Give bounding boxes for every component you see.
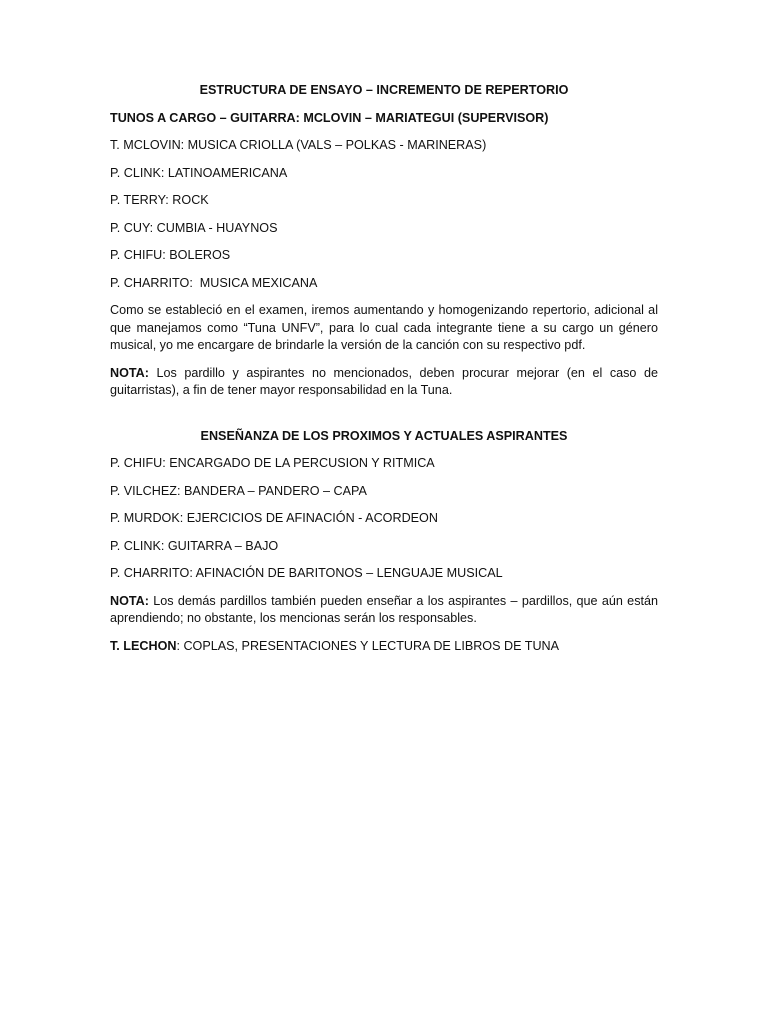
assignment-line: P. MURDOK: EJERCICIOS DE AFINACIÓN - ACORDEON: [110, 511, 438, 525]
assignment-line: P. CLINK: GUITARRA – BAJO: [110, 538, 279, 553]
section1-paragraph: Como se estableció en el examen, iremos aumentando y homogenizando repertorio, adicional al que manejamos como “Tuna UNFV”, para lo cual cada integrante tiene a su cargo un género musical, yo me encargare de brindarle la versión de la canción con su respectivo pdf.: [110, 303, 658, 352]
assignment-line: P. CHARRITO: AFINACIÓN DE BARITONOS – LENGUAJE MUSICAL: [110, 566, 503, 580]
final-text: : COPLAS, PRESENTACIONES Y LECTURA DE LIBROS DE TUNA: [176, 638, 560, 653]
note-label: NOTA:: [110, 593, 149, 608]
note-text: Los pardillo y aspirantes no mencionados, deben procurar mejorar (en el caso de guitarristas), a fin de tener mayor responsabilidad en la Tuna.: [110, 365, 658, 397]
assignment-line: P. TERRY: ROCK: [110, 193, 209, 207]
assignment-line: P. CHIFU: BOLEROS: [110, 248, 231, 262]
assignment-line: P. CUY: CUMBIA - HUAYNOS: [110, 220, 278, 235]
document-content: [110, 82, 658, 665]
section1-heading: ESTRUCTURA DE ENSAYO – INCREMENTO DE REPERTORIO: [199, 83, 569, 97]
section2-note: [110, 593, 658, 628]
assignment-line: P. CHARRITO: MUSICA MEXICANA: [110, 275, 318, 290]
section-divider-space: [110, 410, 658, 428]
note-label: NOTA:: [110, 365, 149, 380]
section1-in-charge: TUNOS A CARGO – GUITARRA: MCLOVIN – MARIATEGUI (SUPERVISOR): [110, 110, 549, 125]
section2-heading: ENSEÑANZA DE LOS PROXIMOS Y ACTUALES ASPIRANTES: [200, 428, 568, 443]
final-label: T. LECHON: [110, 638, 177, 653]
assignment-line: T. MCLOVIN: MUSICA CRIOLLA (VALS – POLKAS - MARINERAS): [110, 138, 487, 152]
note-text: Los demás pardillos también pueden enseñar a los aspirantes – pardillos, que aún están aprendiendo; no obstante, los mencionas serán los responsables.: [110, 593, 658, 625]
section2-final-line: [110, 638, 658, 656]
assignment-line: P. VILCHEZ: BANDERA – PANDERO – CAPA: [110, 483, 367, 498]
assignment-line: P. CHIFU: ENCARGADO DE LA PERCUSION Y RITMICA: [110, 456, 435, 470]
assignment-line: P. CLINK: LATINOAMERICANA: [110, 165, 288, 180]
section1-note: [110, 365, 658, 400]
